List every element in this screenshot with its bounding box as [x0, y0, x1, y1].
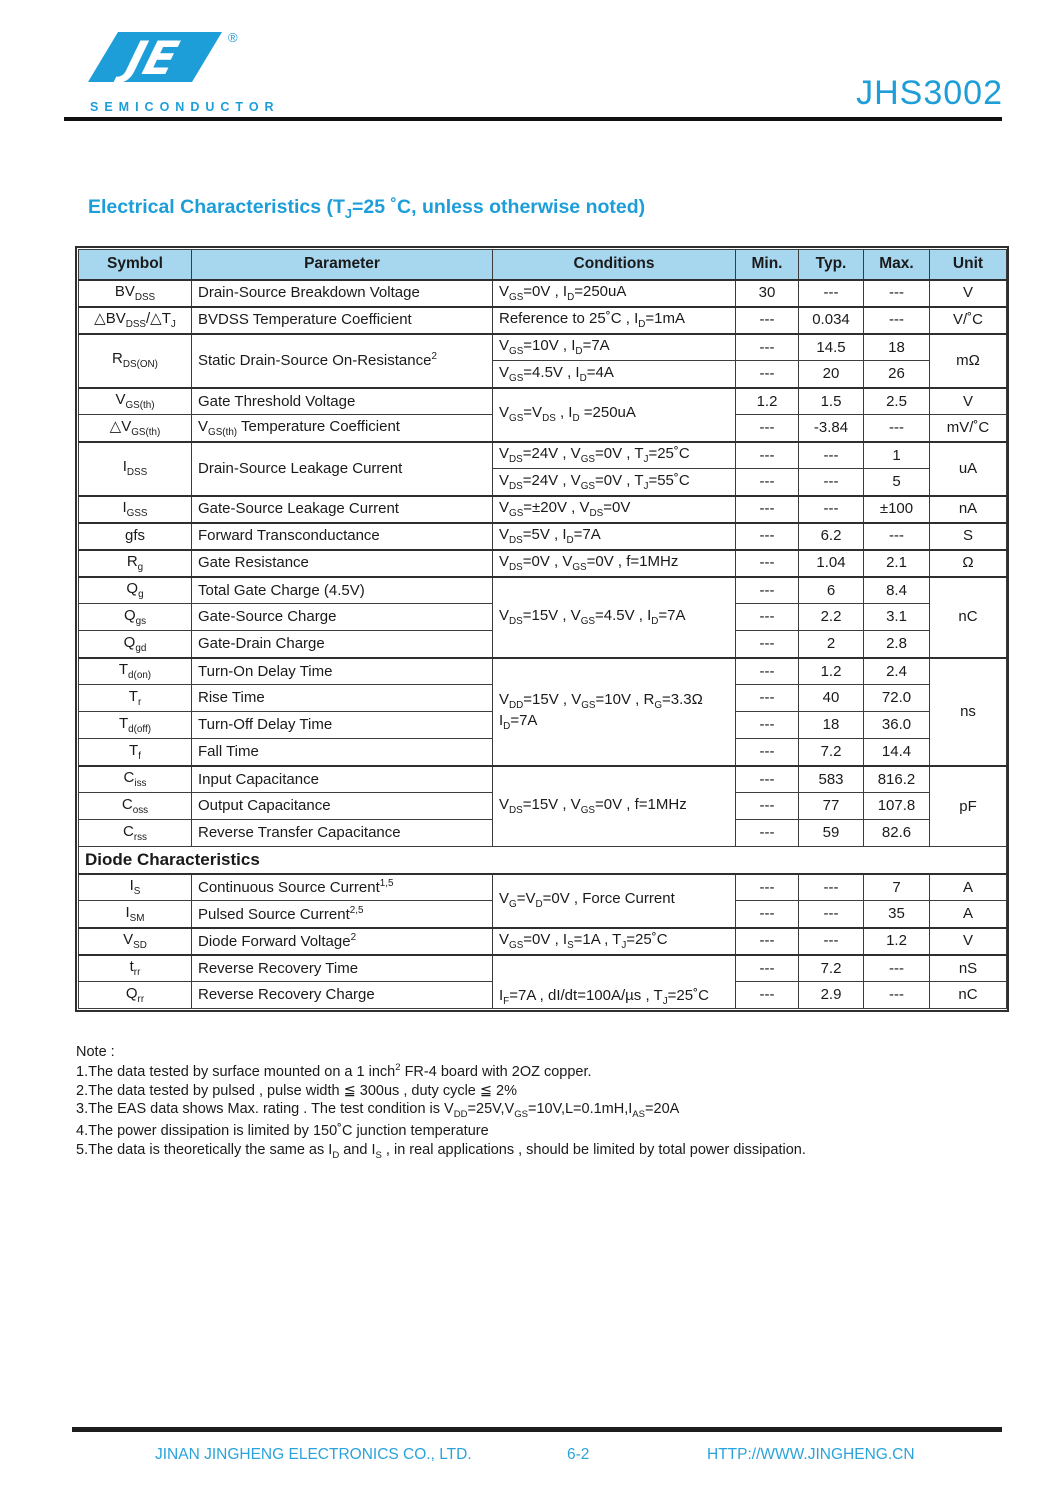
cell-typ: 2.2	[799, 604, 864, 631]
cell-min: ---	[736, 739, 799, 766]
cell-symbol: $T_r$	[79, 685, 192, 712]
cell-conditions: $V_{DS}=15V$ , $V_{GS}=0V$ , f=1MHz	[493, 766, 736, 847]
cell-max: 107.8	[864, 793, 930, 820]
cell-typ: ---	[799, 901, 864, 928]
table-row	[79, 307, 1007, 334]
cell-parameter: Input Capacitance	[192, 766, 493, 793]
cell-parameter: Gate-Drain Charge	[192, 631, 493, 658]
cell-unit: S	[930, 523, 1007, 550]
cell-min: ---	[736, 550, 799, 577]
cell-unit: Ω	[930, 550, 1007, 577]
cell-unit: V/˚C	[930, 307, 1007, 334]
notes-label: Note :	[76, 1044, 115, 1060]
note-item: 3.The EAS data shows Max. rating . The test condition is $V_{DD}=25V,V_{GS}=10V,L=0.1mH,I_{AS}=20A$	[76, 1101, 680, 1121]
cell-max: 5	[864, 469, 930, 496]
cell-parameter: Turn-Off Delay Time	[192, 712, 493, 739]
cell-parameter: Reverse Transfer Capacitance	[192, 820, 493, 847]
cell-typ: 40	[799, 685, 864, 712]
cell-conditions: $V_{DS}=0V$ , $V_{GS}=0V$ , f=1MHz	[493, 550, 736, 577]
cell-conditions: $V_{GS}=V_{DS}$ , $I_D =250uA$	[493, 388, 736, 442]
col-header-typ: Typ.	[799, 250, 864, 280]
cell-min: ---	[736, 442, 799, 469]
cell-min: ---	[736, 712, 799, 739]
spec-table-wrapper	[75, 246, 1009, 1012]
cell-typ: ---	[799, 874, 864, 901]
cell-conditions: $V_{GS}=4.5V$ , $I_D=4A$	[493, 361, 736, 388]
cell-parameter: Output Capacitance	[192, 793, 493, 820]
cell-parameter: Rise Time	[192, 685, 493, 712]
cell-symbol: $V_{GS(th)}$	[79, 388, 192, 415]
cell-conditions: $V_{DS}=5V$ , $I_D=7A$	[493, 523, 736, 550]
col-header-parameter: Parameter	[192, 250, 493, 280]
cell-symbol: $I_S$	[79, 874, 192, 901]
footer-rule	[72, 1427, 1002, 1432]
cell-parameter: Forward Transconductance	[192, 523, 493, 550]
cell-symbol: $R_{DS(ON)}$	[79, 334, 192, 388]
cell-min: ---	[736, 658, 799, 685]
diode-section-row	[79, 847, 1007, 874]
cell-min: ---	[736, 766, 799, 793]
col-header-min: Min.	[736, 250, 799, 280]
cell-parameter: Gate-Source Leakage Current	[192, 496, 493, 523]
cell-typ: ---	[799, 280, 864, 307]
cell-conditions: $V_{DD}=15V$ , $V_{GS}=10V$ , $R_G=3.3\Omega$ $I_D=7A$	[493, 658, 736, 766]
cell-symbol: $\triangle V_{GS(th)}$	[79, 415, 192, 442]
cell-typ: ---	[799, 469, 864, 496]
cell-typ: 1.04	[799, 550, 864, 577]
cell-typ: -3.84	[799, 415, 864, 442]
cell-max: 82.6	[864, 820, 930, 847]
cell-symbol: $Q_{rr}$	[79, 982, 192, 1009]
cell-symbol: $T_f$	[79, 739, 192, 766]
cell-max: 816.2	[864, 766, 930, 793]
table-row	[79, 550, 1007, 577]
table-row	[79, 280, 1007, 307]
cell-symbol: $I_{DSS}$	[79, 442, 192, 496]
cell-max: 8.4	[864, 577, 930, 604]
col-header-symbol: Symbol	[79, 250, 192, 280]
cell-symbol: $R_g$	[79, 550, 192, 577]
footer-company: JINAN JINGHENG ELECTRONICS CO., LTD.	[155, 1446, 472, 1463]
cell-typ: 6.2	[799, 523, 864, 550]
cell-unit: nC	[930, 577, 1007, 658]
cell-max: 2.5	[864, 388, 930, 415]
cell-unit: V	[930, 928, 1007, 955]
cell-parameter: Turn-On Delay Time	[192, 658, 493, 685]
cell-parameter: Continuous Source Current$^{1,5}$	[192, 874, 493, 901]
cell-parameter: Total Gate Charge (4.5V)	[192, 577, 493, 604]
cell-symbol: $C_{oss}$	[79, 793, 192, 820]
cell-min: ---	[736, 793, 799, 820]
cell-min: 30	[736, 280, 799, 307]
cell-symbol: $V_{SD}$	[79, 928, 192, 955]
table-row	[79, 658, 1007, 685]
cell-symbol: $BV_{DSS}$	[79, 280, 192, 307]
cell-conditions: $V_{DS}=24V$ , $V_{GS}=0V$ , $T_J=25˚C$	[493, 442, 736, 469]
cell-min: ---	[736, 928, 799, 955]
cell-max: ---	[864, 523, 930, 550]
col-header-conditions: Conditions	[493, 250, 736, 280]
cell-conditions: Reference to 25˚C , $I_D=1mA$	[493, 307, 736, 334]
cell-min: ---	[736, 361, 799, 388]
table-row	[79, 955, 1007, 982]
part-number: JHS3002	[856, 74, 1003, 112]
cell-typ: 2.9	[799, 982, 864, 1009]
cell-unit: nC	[930, 982, 1007, 1009]
cell-parameter: Fall Time	[192, 739, 493, 766]
col-header-max: Max.	[864, 250, 930, 280]
cell-conditions: $V_{GS}=0V$ , $I_D=250uA$	[493, 280, 736, 307]
svg-text:JE: JE	[120, 31, 184, 86]
cell-typ: 7.2	[799, 739, 864, 766]
cell-parameter: Reverse Recovery Charge	[192, 982, 493, 1009]
footer-page-number: 6-2	[567, 1446, 590, 1463]
cell-symbol: $t_{rr}$	[79, 955, 192, 982]
note-item: 4.The power dissipation is limited by 150˚C junction temperature	[76, 1122, 489, 1139]
cell-min: ---	[736, 604, 799, 631]
cell-min: ---	[736, 496, 799, 523]
cell-parameter: $V_{GS(th)}$ Temperature Coefficient	[192, 415, 493, 442]
table-row	[79, 523, 1007, 550]
cell-symbol: $\triangle BV_{DSS}/\triangle T_J$	[79, 307, 192, 334]
cell-symbol: $C_{iss}$	[79, 766, 192, 793]
col-header-unit: Unit	[930, 250, 1007, 280]
cell-max: 35	[864, 901, 930, 928]
table-row	[79, 388, 1007, 415]
cell-parameter: BVDSS Temperature Coefficient	[192, 307, 493, 334]
cell-max: 7	[864, 874, 930, 901]
cell-min: ---	[736, 631, 799, 658]
cell-max: 36.0	[864, 712, 930, 739]
cell-max: ---	[864, 955, 930, 982]
cell-parameter: Gate-Source Charge	[192, 604, 493, 631]
cell-unit: uA	[930, 442, 1007, 496]
cell-min: ---	[736, 955, 799, 982]
cell-max: ---	[864, 307, 930, 334]
cell-max: ---	[864, 982, 930, 1009]
cell-min: ---	[736, 577, 799, 604]
cell-parameter: Gate Resistance	[192, 550, 493, 577]
diode-section-header: Diode Characteristics	[79, 847, 1007, 874]
cell-symbol: gfs	[79, 523, 192, 550]
cell-min: ---	[736, 901, 799, 928]
cell-typ: ---	[799, 496, 864, 523]
cell-typ: 2	[799, 631, 864, 658]
cell-unit: nA	[930, 496, 1007, 523]
cell-typ: 18	[799, 712, 864, 739]
cell-min: ---	[736, 307, 799, 334]
cell-max: ±100	[864, 496, 930, 523]
cell-max: 3.1	[864, 604, 930, 631]
notes-block	[76, 1043, 956, 1162]
footer-site-link[interactable]: HTTP://WWW.JINGHENG.CN	[707, 1446, 915, 1463]
cell-min: 1.2	[736, 388, 799, 415]
cell-min: ---	[736, 820, 799, 847]
cell-min: ---	[736, 874, 799, 901]
cell-max: ---	[864, 280, 930, 307]
cell-conditions: $V_{GS}=0V$ , $I_S=1A$ , $T_J=25˚C$	[493, 928, 736, 955]
table-row	[79, 928, 1007, 955]
cell-typ: 59	[799, 820, 864, 847]
note-item: 5.The data is theoretically the same as $I_D$ and $I_S$ , in real applications , should be limited by total power dissipation.	[76, 1141, 806, 1161]
cell-unit: A	[930, 874, 1007, 901]
cell-parameter: Pulsed Source Current$^{2,5}$	[192, 901, 493, 928]
cell-symbol: $T_{d(off)}$	[79, 712, 192, 739]
cell-typ: 7.2	[799, 955, 864, 982]
cell-typ: 1.2	[799, 658, 864, 685]
cell-unit: nS	[930, 955, 1007, 982]
cell-min: ---	[736, 415, 799, 442]
cell-max: 18	[864, 334, 930, 361]
cell-typ: 0.034	[799, 307, 864, 334]
cell-typ: 1.5	[799, 388, 864, 415]
cell-parameter: Drain-Source Breakdown Voltage	[192, 280, 493, 307]
note-item: 1.The data tested by surface mounted on a 1 inch$^2$ FR-4 board with 2OZ copper.	[76, 1061, 592, 1080]
cell-conditions: $V_G=V_D=0V$ , Force Current	[493, 874, 736, 928]
cell-min: ---	[736, 982, 799, 1009]
section-title: Electrical Characteristics ($T_J=25$ ˚C, unless otherwise noted)	[88, 196, 646, 221]
cell-typ: ---	[799, 928, 864, 955]
registered-mark: ®	[228, 30, 238, 45]
cell-max: 2.4	[864, 658, 930, 685]
cell-symbol: $Q_g$	[79, 577, 192, 604]
header-rule	[64, 117, 1002, 121]
cell-conditions: $V_{DS}=15V$ , $V_{GS}=4.5V$ , $I_D=7A$	[493, 577, 736, 658]
cell-symbol: $I_{GSS}$	[79, 496, 192, 523]
cell-min: ---	[736, 469, 799, 496]
cell-max: 26	[864, 361, 930, 388]
cell-unit: V	[930, 280, 1007, 307]
table-row	[79, 496, 1007, 523]
cell-max: ---	[864, 415, 930, 442]
brand-word: SEMICONDUCTOR	[90, 100, 280, 114]
cell-parameter: Diode Forward Voltage$^2$	[192, 928, 493, 955]
cell-parameter: Drain-Source Leakage Current	[192, 442, 493, 496]
table-row	[79, 334, 1007, 361]
cell-symbol: $Q_{gd}$	[79, 631, 192, 658]
cell-unit: A	[930, 901, 1007, 928]
table-row	[79, 442, 1007, 469]
cell-unit: V	[930, 388, 1007, 415]
spec-table	[78, 249, 1007, 1009]
cell-min: ---	[736, 334, 799, 361]
table-row	[79, 874, 1007, 901]
table-row	[79, 577, 1007, 604]
cell-symbol: $C_{rss}$	[79, 820, 192, 847]
cell-conditions: $V_{GS}=\pm 20V$ , $V_{DS}=0V$	[493, 496, 736, 523]
cell-typ: 6	[799, 577, 864, 604]
cell-unit: mΩ	[930, 334, 1007, 388]
cell-conditions: $V_{GS}=10V$ , $I_D=7A$	[493, 334, 736, 361]
cell-symbol: $I_{SM}$	[79, 901, 192, 928]
cell-max: 2.8	[864, 631, 930, 658]
cell-typ: ---	[799, 442, 864, 469]
cell-min: ---	[736, 523, 799, 550]
brand-block	[88, 30, 280, 114]
cell-symbol: $T_{d(on)}$	[79, 658, 192, 685]
cell-unit: mV/˚C	[930, 415, 1007, 442]
cell-typ: 20	[799, 361, 864, 388]
cell-max: 1	[864, 442, 930, 469]
cell-unit: ns	[930, 658, 1007, 766]
cell-parameter: Static Drain-Source On-Resistance$^2$	[192, 334, 493, 388]
cell-max: 14.4	[864, 739, 930, 766]
cell-parameter: Reverse Recovery Time	[192, 955, 493, 982]
cell-typ: 77	[799, 793, 864, 820]
cell-symbol: $Q_{gs}$	[79, 604, 192, 631]
cell-parameter: Gate Threshold Voltage	[192, 388, 493, 415]
cell-max: 2.1	[864, 550, 930, 577]
cell-conditions: $V_{DS}=24V$ , $V_{GS}=0V$ , $T_J=55˚C$	[493, 469, 736, 496]
cell-conditions: $I_F=7A$ , dI/dt=100A/µs , $T_J=25˚C$	[493, 955, 736, 1009]
table-row	[79, 766, 1007, 793]
cell-typ: 14.5	[799, 334, 864, 361]
cell-max: 1.2	[864, 928, 930, 955]
cell-min: ---	[736, 685, 799, 712]
cell-typ: 583	[799, 766, 864, 793]
table-header-row	[79, 250, 1007, 280]
cell-unit: pF	[930, 766, 1007, 847]
cell-max: 72.0	[864, 685, 930, 712]
brand-logo-icon	[88, 30, 224, 92]
note-item: 2.The data tested by pulsed , pulse width ≦ 300us , duty cycle ≦ 2%	[76, 1082, 518, 1099]
